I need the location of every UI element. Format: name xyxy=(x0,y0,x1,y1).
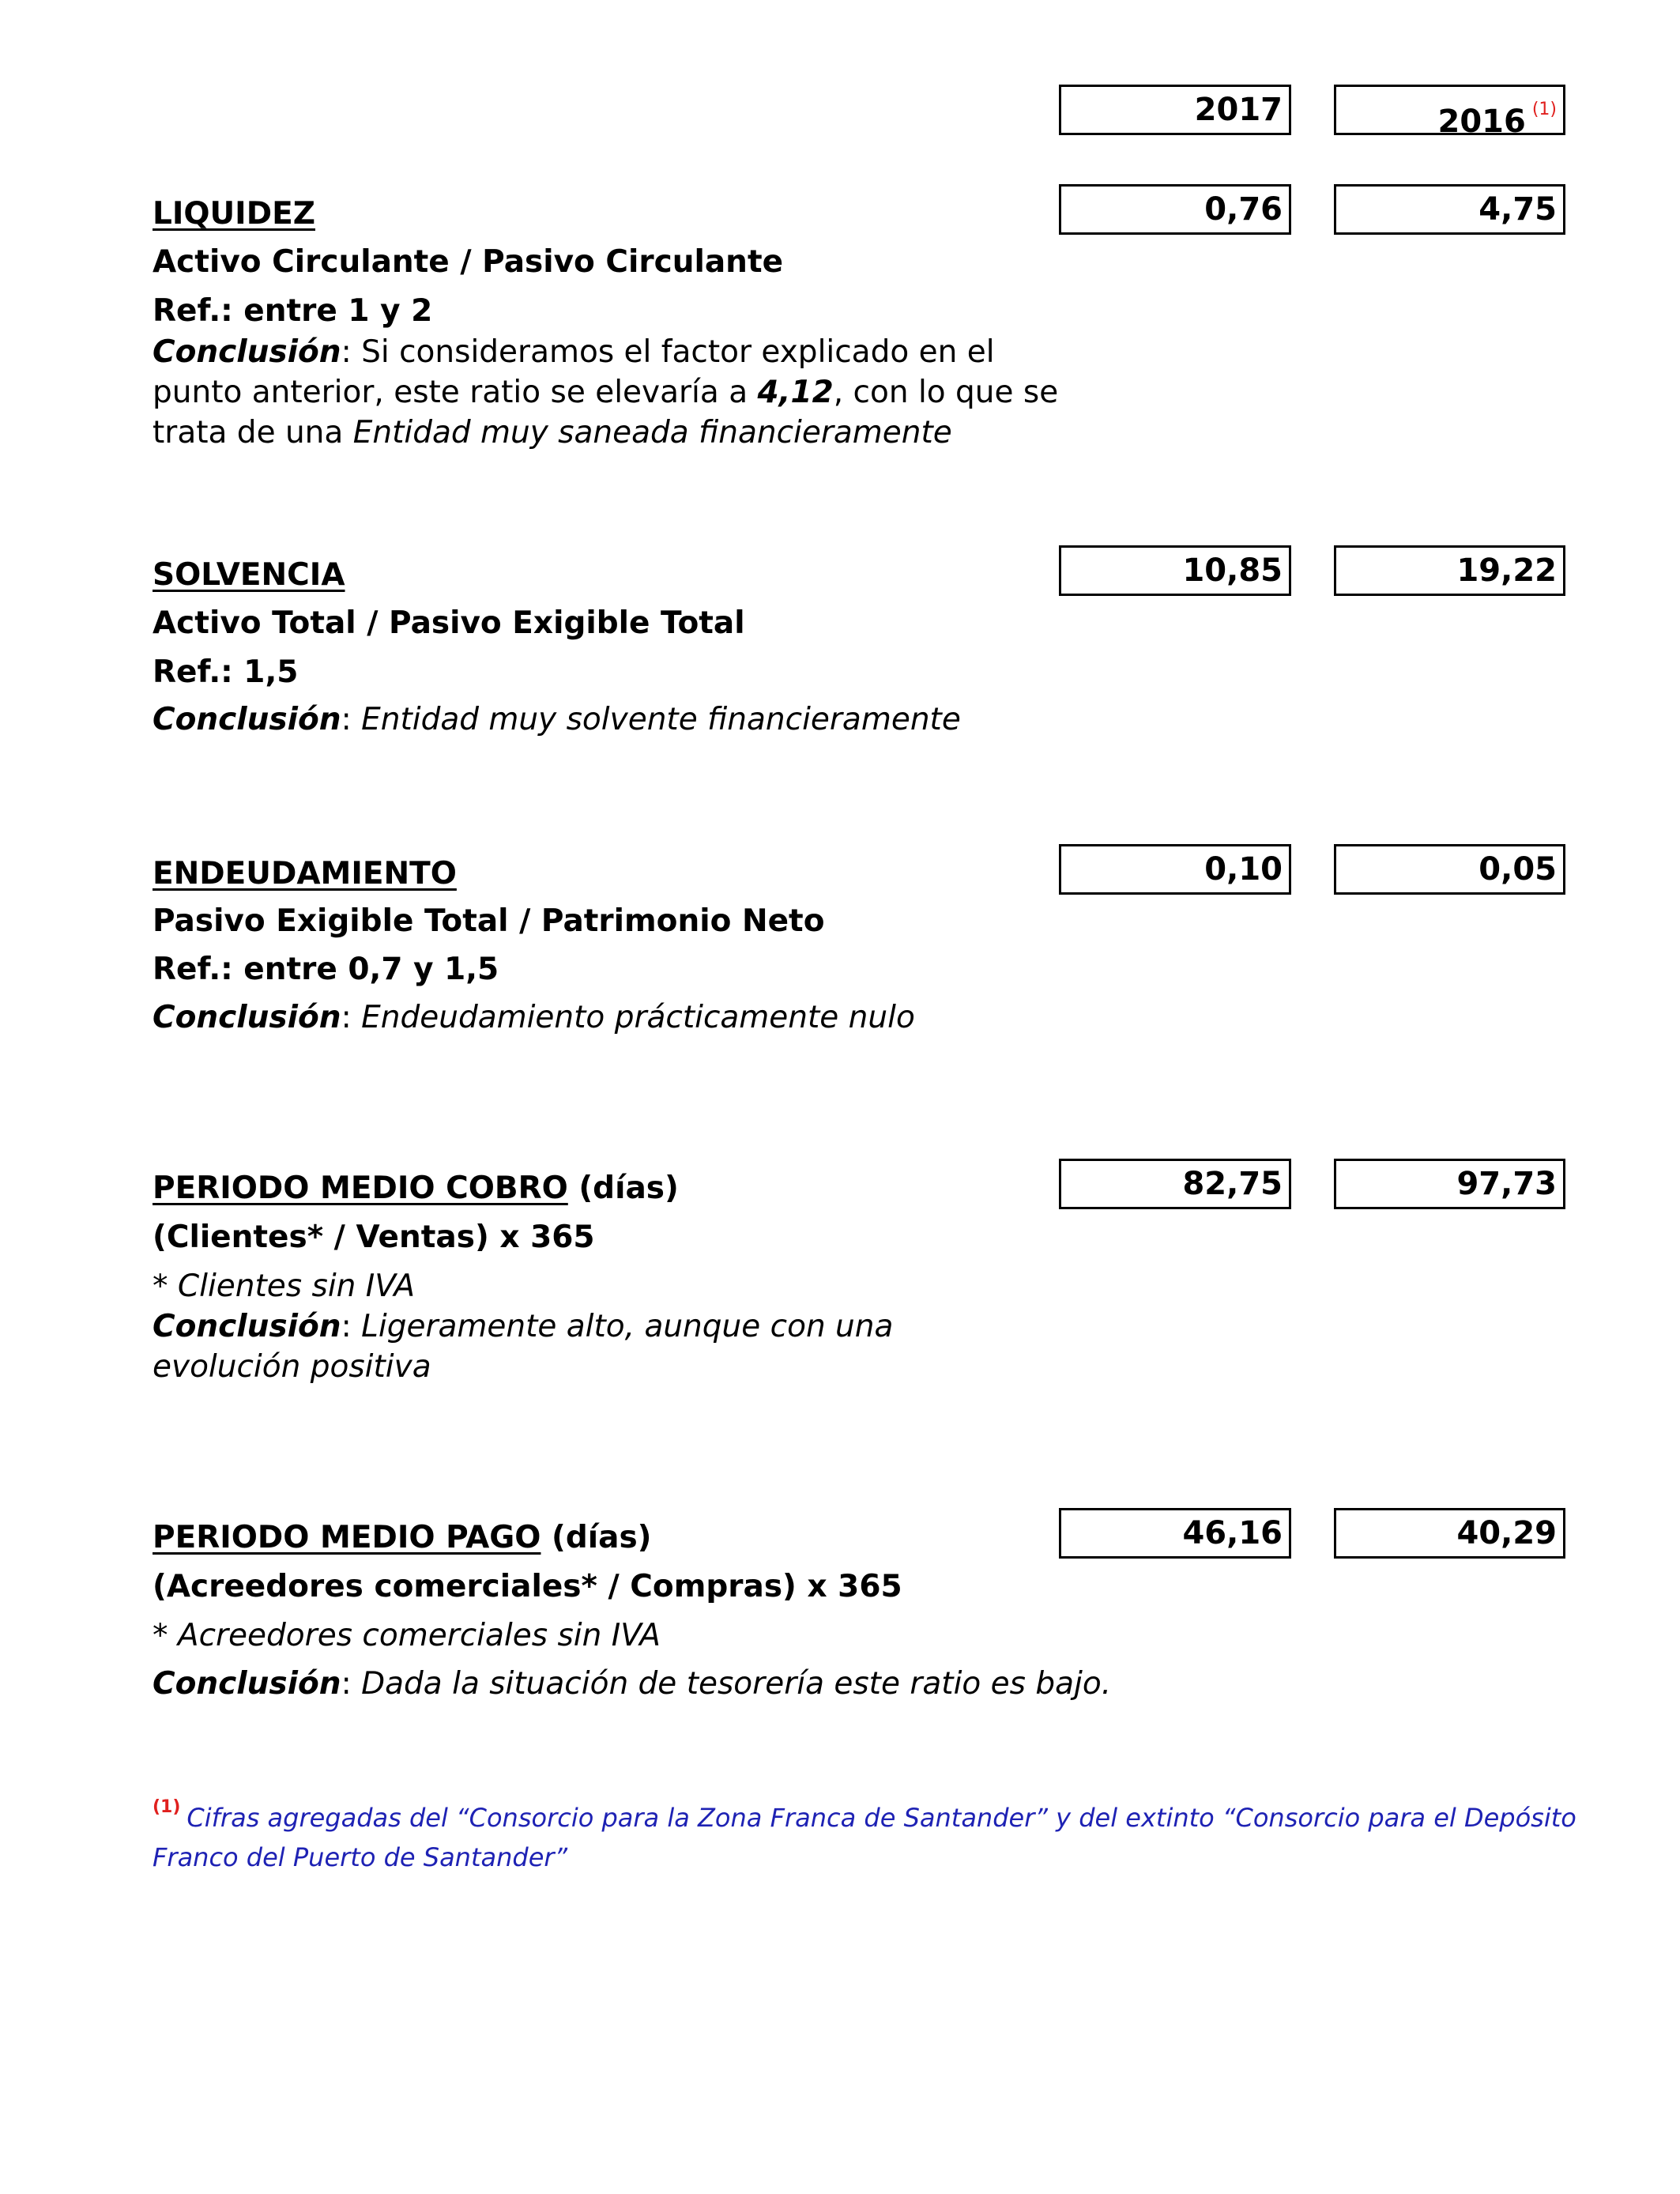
ratio-formula: Pasivo Exigible Total / Patrimonio Neto xyxy=(153,903,825,939)
conclusion: Conclusión: Ligeramente alto, aunque con una evolución positiva xyxy=(153,1309,894,1385)
year-2016-header: 2016 $^{(1)}$ xyxy=(1334,85,1565,135)
footnote-marker: (1) xyxy=(153,1797,181,1817)
value-2017: 82,75 xyxy=(1059,1159,1291,1209)
reference-range: Ref.: entre 0,7 y 1,5 xyxy=(153,952,499,987)
ratio-formula: Activo Total / Pasivo Exigible Total xyxy=(153,605,745,641)
reference-range: Ref.: entre 1 y 2 xyxy=(153,293,433,329)
conclusion: Conclusión: Endeudamiento prácticamente nulo xyxy=(153,1000,915,1035)
value-2017: 10,85 xyxy=(1059,545,1291,596)
value-2017: 0,10 xyxy=(1059,844,1291,895)
section-title: PERIODO MEDIO PAGO (días) xyxy=(153,1520,652,1555)
section-title: PERIODO MEDIO COBRO (días) xyxy=(153,1171,679,1206)
reference-range: Ref.: 1,5 xyxy=(153,654,299,690)
value-2016: 4,75 xyxy=(1334,184,1565,235)
conclusion: Conclusión: Entidad muy solvente financieramente xyxy=(153,702,961,737)
year-2016-note: (1) xyxy=(1531,100,1557,119)
section-title: SOLVENCIA xyxy=(153,557,345,593)
ratio-formula: Activo Circulante / Pasivo Circulante xyxy=(153,244,784,280)
value-2016: 19,22 xyxy=(1334,545,1565,596)
footnote-text: Cifras agregadas del “Consorcio para la Zona Franca de Santander” y del extinto “Consorcio para el Depósito Franco del Puerto de Santander” xyxy=(153,1803,1576,1872)
value-2017: 46,16 xyxy=(1059,1508,1291,1559)
conclusion: Conclusión: Dada la situación de tesorería este ratio es bajo. xyxy=(153,1666,1112,1702)
section-title: LIQUIDEZ xyxy=(153,196,315,232)
section-title: ENDEUDAMIENTO xyxy=(153,856,457,892)
formula-note: * Acreedores comerciales sin IVA xyxy=(153,1618,661,1653)
formula-note: * Clientes sin IVA xyxy=(153,1269,415,1304)
conclusion: Conclusión: Si consideramos el factor explicado en el punto anterior, este ratio se elevaría a 4,12, con lo que se trata de una Entidad muy saneada financieramente xyxy=(153,334,1059,450)
value-2016: 97,73 xyxy=(1334,1159,1565,1209)
value-2016: 40,29 xyxy=(1334,1508,1565,1559)
value-2016: 0,05 xyxy=(1334,844,1565,895)
footnote xyxy=(153,1788,1646,1877)
ratio-formula: (Acreedores comerciales* / Compras) x 365 xyxy=(153,1569,902,1604)
ratio-formula: (Clientes* / Ventas) x 365 xyxy=(153,1220,595,1255)
value-2017: 0,76 xyxy=(1059,184,1291,235)
year-2017-header: 2017 xyxy=(1059,85,1291,135)
